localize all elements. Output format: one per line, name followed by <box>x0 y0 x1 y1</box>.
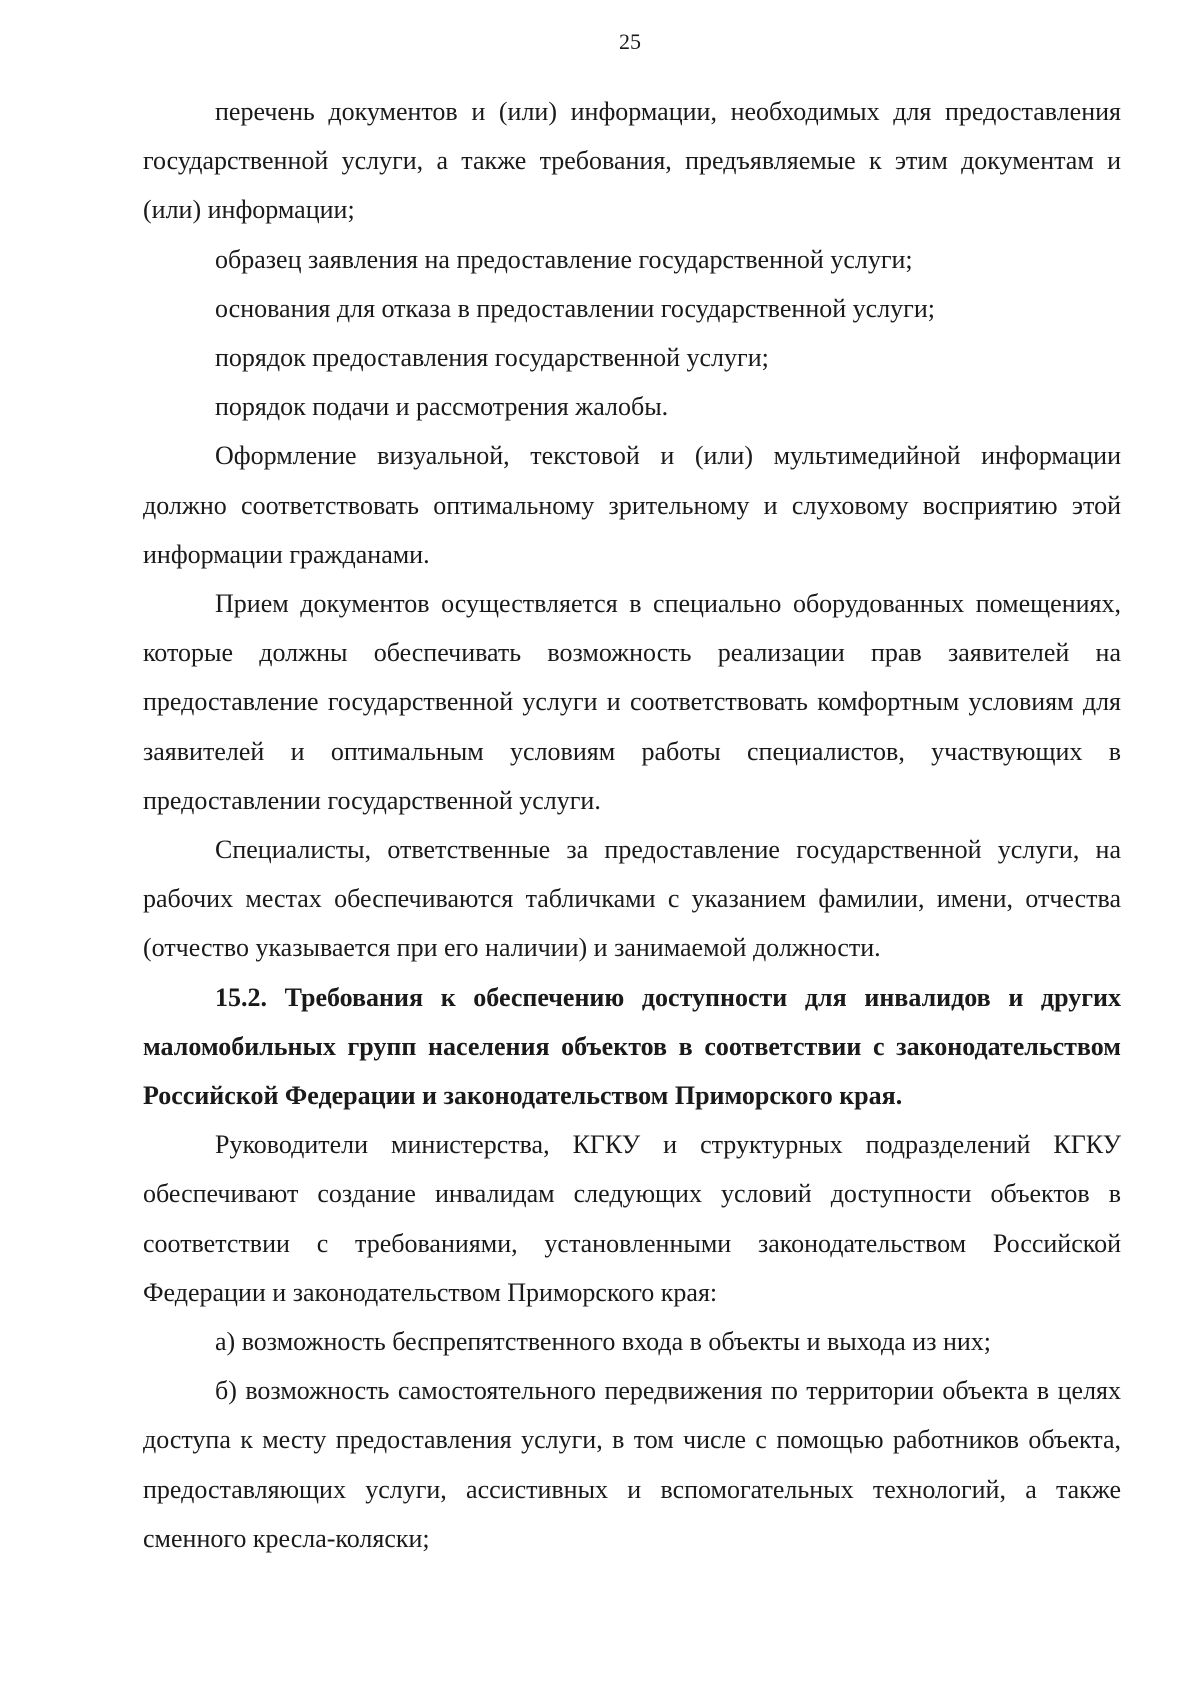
list-item-b: б) возможность самостоятельного передвижения по территории объекта в целях доступа к месту предоставления услуги, в том числе с помощью работников объекта, предоставляющих услуги, ассистивных и вспомогательных технологий, а также сменного кресла-коляски; <box>143 1376 1121 1553</box>
section-heading: 15.2. Требования к обеспечению доступности для инвалидов и других маломобильных групп населения объектов в соответствии с законодательством Российской Федерации и законодательством Приморского края. <box>143 982 1121 1111</box>
paragraph-reception-premises: Прием документов осуществляется в специально оборудованных помещениях, которые должны обеспечивать возможность реализации прав заявителей на предоставление государственной услуги и соответствовать комфортным условиям для заявителей и оптимальным условиям работы специалистов, участвующих в предоставлении государственной услуги. <box>143 589 1121 815</box>
paragraph-accessibility-conditions: Руководители министерства, КГКУ и структурных подразделений КГКУ обеспечивают создание инвалидам следующих условий доступности объектов в соответствии с требованиями, установленными законодательством Российской Федерации и законодательством Приморского края: <box>143 1130 1121 1307</box>
paragraph-documents-list: перечень документов и (или) информации, необходимых для предоставления государственной услуги, а также требования, предъявляемые к этим документам и (или) информации; <box>143 97 1121 225</box>
document-body <box>143 87 1121 1563</box>
paragraph-specialists-nameplates: Специалисты, ответственные за предоставление государственной услуги, на рабочих местах обеспечиваются табличками с указанием фамилии, имени, отчества (отчество указывается при его наличии) и занимаемой должности. <box>143 835 1121 963</box>
paragraph-refusal-grounds: основания для отказа в предоставлении государственной услуги; <box>215 293 935 323</box>
paragraph-complaint-procedure: порядок подачи и рассмотрения жалобы. <box>215 392 669 422</box>
paragraph-information-design: Оформление визуальной, текстовой и (или) мультимедийной информации должно соответствовать оптимальному зрительному и слуховому восприятию этой информации гражданами. <box>143 441 1121 569</box>
page-number: 25 <box>619 29 641 54</box>
paragraph-application-sample: образец заявления на предоставление государственной услуги; <box>215 244 913 274</box>
list-item-a: а) возможность беспрепятственного входа в объекты и выхода из них; <box>215 1327 992 1357</box>
paragraph-service-procedure: порядок предоставления государственной услуги; <box>215 343 769 373</box>
